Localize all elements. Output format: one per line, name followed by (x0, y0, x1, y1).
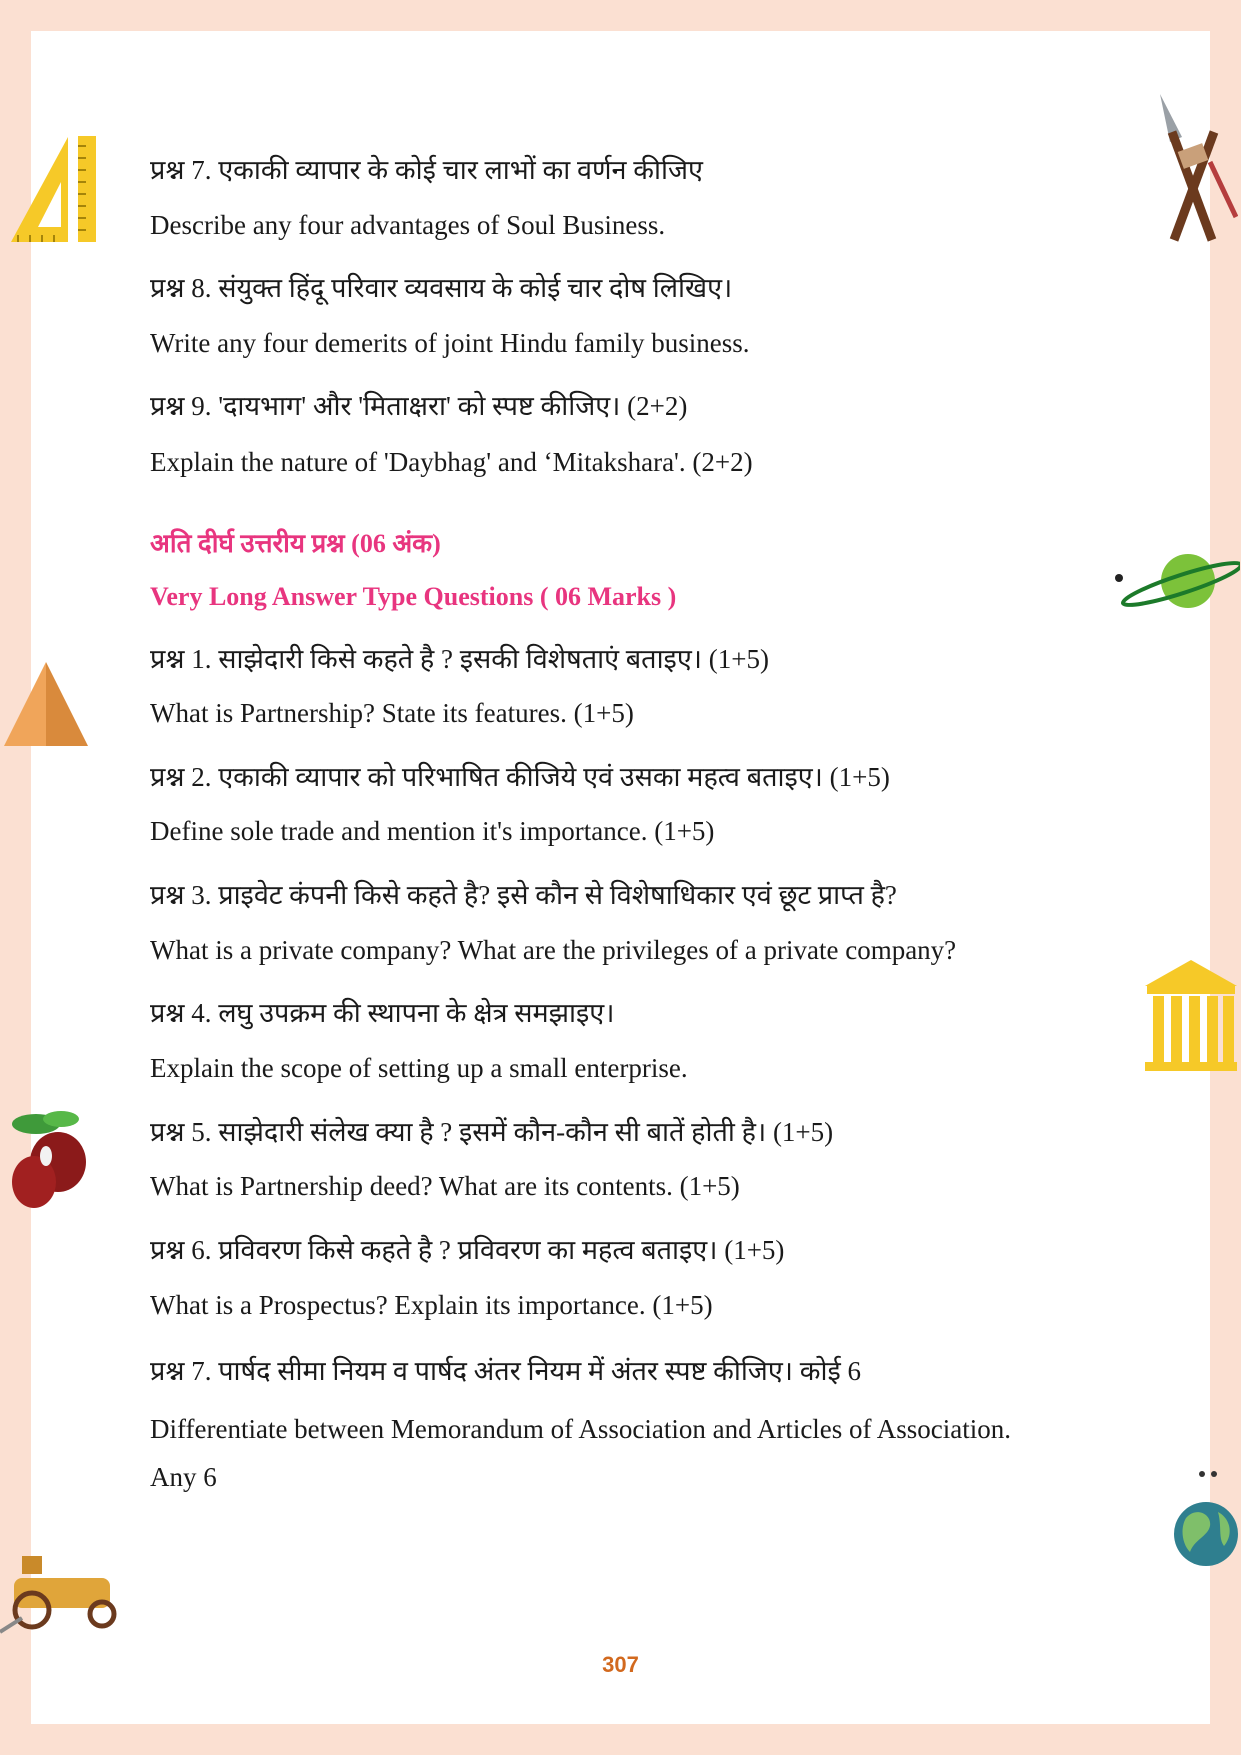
page-number: 307 (602, 1652, 639, 1677)
tools-icon (1152, 92, 1238, 242)
globe-icon (1172, 1468, 1240, 1572)
question-hi-9: प्रश्न 9. 'दायभाग' और 'मिताक्षरा' को स्पष्ट कीजिए। (2+2) (150, 391, 688, 421)
question-hi-7: प्रश्न 7. एकाकी व्यापार के कोई चार लाभों का वर्णन कीजिए (150, 155, 703, 185)
long-question-hi-2: प्रश्न 2. एकाकी व्यापार को परिभाषित कीजिये एवं उसका महत्व बताइए। (1+5) (150, 762, 890, 792)
long-question-en-4: Explain the scope of setting up a small enterprise. (150, 1053, 688, 1083)
long-question-en-1: What is Partnership? State its features. (1+5) (150, 698, 634, 728)
vintage-car-icon (0, 1548, 130, 1638)
long-question-en-7-cont: Any 6 (150, 1462, 217, 1492)
long-question-hi-4: प्रश्न 4. लघु उपक्रम की स्थापना के क्षेत्र समझाइए। (150, 998, 615, 1028)
pyramid-icon (2, 660, 90, 748)
building-columns-icon (1143, 958, 1239, 1072)
long-question-hi-6: प्रश्न 6. प्रविवरण किसे कहते है ? प्रविवरण का महत्व बताइए। (1+5) (150, 1235, 785, 1265)
question-en-8: Write any four demerits of joint Hindu family business. (150, 328, 750, 358)
planet-icon (1112, 548, 1240, 614)
set-square-ruler-icon (6, 132, 106, 244)
long-question-en-7: Differentiate between Memorandum of Association and Articles of Association. (150, 1414, 1012, 1444)
question-en-9: Explain the nature of 'Daybhag' and ‘Mitakshara'. (2+2) (150, 447, 753, 477)
long-question-en-3: What is a private company? What are the privileges of a private company? (150, 935, 957, 965)
long-question-hi-3: प्रश्न 3. प्राइवेट कंपनी किसे कहते है? इसे कौन से विशेषाधिकार एवं छूट प्राप्त है? (150, 880, 897, 910)
long-question-hi-7: प्रश्न 7. पार्षद सीमा नियम व पार्षद अंतर नियम में अंतर स्पष्ट कीजिए। कोई 6 (150, 1356, 861, 1386)
long-question-en-5: What is Partnership deed? What are its contents. (1+5) (150, 1171, 740, 1201)
question-en-7: Describe any four advantages of Soul Business. (150, 210, 666, 240)
fruit-icon (6, 1104, 90, 1210)
question-hi-8: प्रश्न 8. संयुक्त हिंदू परिवार व्यवसाय के कोई चार दोष लिखिए। (150, 273, 733, 303)
long-question-hi-5: प्रश्न 5. साझेदारी संलेख क्या है ? इसमें कौन-कौन सी बातें होती है। (1+5) (150, 1117, 834, 1147)
section-heading-english: Very Long Answer Type Questions ( 06 Marks ) (150, 582, 677, 611)
long-question-en-2: Define sole trade and mention it's importance. (1+5) (150, 816, 715, 846)
long-question-en-6: What is a Prospectus? Explain its importance. (1+5) (150, 1290, 713, 1320)
section-heading-hindi: अति दीर्घ उत्तरीय प्रश्न (06 अंक) (150, 529, 441, 558)
long-question-hi-1: प्रश्न 1. साझेदारी किसे कहते है ? इसकी विशेषताएं बताइए। (1+5) (150, 644, 769, 674)
